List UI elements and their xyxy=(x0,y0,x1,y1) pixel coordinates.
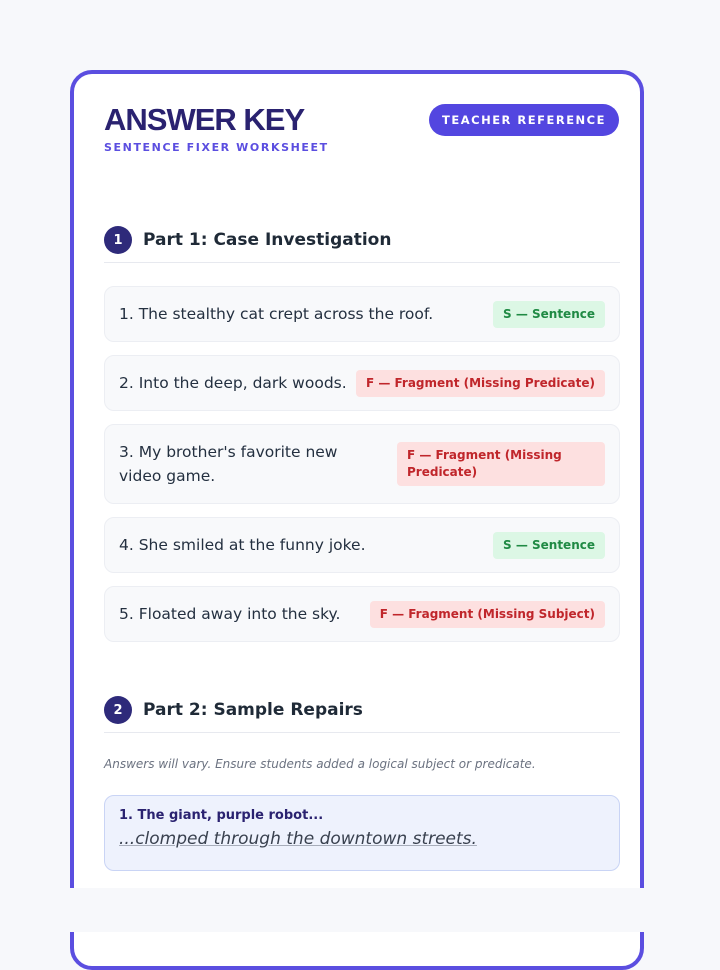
answer-key-card xyxy=(70,70,644,970)
part2-title: Part 2: Sample Repairs xyxy=(143,700,363,720)
list-item xyxy=(104,586,620,642)
teacher-reference-badge: TEACHER REFERENCE xyxy=(429,104,619,136)
status-badge: F — Fragment (Missing Subject) xyxy=(370,601,605,628)
item-text: 4. She smiled at the funny joke. xyxy=(119,536,366,554)
part2-number-badge: 2 xyxy=(104,696,132,724)
status-badge: S — Sentence xyxy=(493,301,605,328)
page-title: ANSWER KEY xyxy=(104,102,305,137)
list-item xyxy=(104,424,620,504)
repair-prompt: 1. The giant, purple robot... xyxy=(119,808,324,823)
part2-header xyxy=(104,696,620,733)
status-badge: S — Sentence xyxy=(493,532,605,559)
part1-title: Part 1: Case Investigation xyxy=(143,230,392,250)
list-item xyxy=(104,355,620,411)
status-badge: F — Fragment (Missing Predicate) xyxy=(397,442,605,486)
list-item xyxy=(104,517,620,573)
repair-answer: ...clomped through the downtown streets. xyxy=(119,829,477,849)
item-text: 2. Into the deep, dark woods. xyxy=(119,374,347,392)
status-badge: F — Fragment (Missing Predicate) xyxy=(356,370,605,397)
page-bottom-mask xyxy=(0,888,720,932)
repair-card xyxy=(104,795,620,871)
page-subtitle: SENTENCE FIXER WORKSHEET xyxy=(104,141,329,154)
item-text: 3. My brother's favorite new video game. xyxy=(119,443,338,485)
part1-number-badge: 1 xyxy=(104,226,132,254)
part1-header xyxy=(104,226,620,263)
item-text: 5. Floated away into the sky. xyxy=(119,605,341,623)
item-text: 1. The stealthy cat crept across the roof. xyxy=(119,305,434,323)
instructions-note: Answers will vary. Ensure students added a logical subject or predicate. xyxy=(104,757,536,771)
list-item xyxy=(104,286,620,342)
